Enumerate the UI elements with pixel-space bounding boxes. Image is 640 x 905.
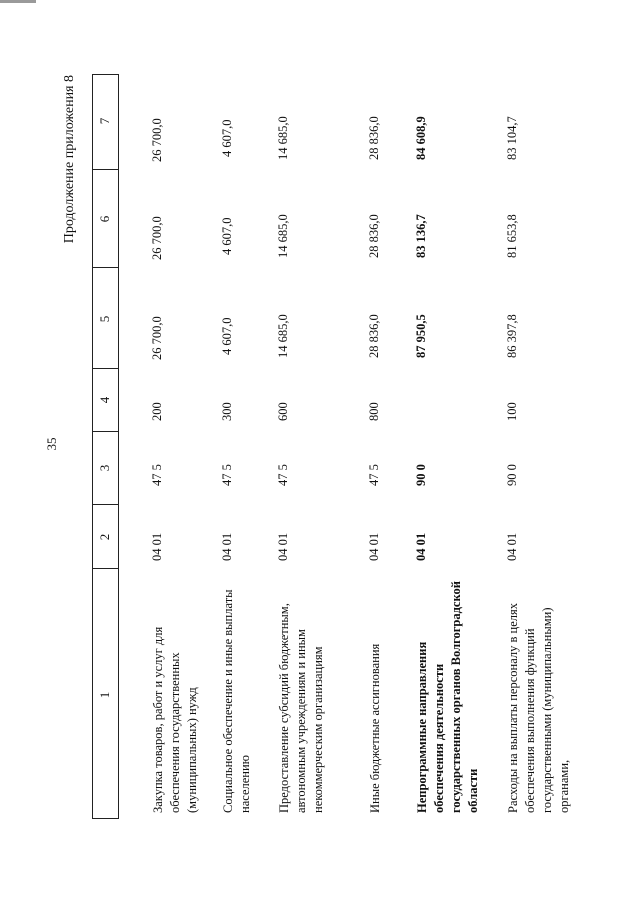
header-divider [92, 431, 118, 432]
continuation-label: Продолжение приложения 8 [62, 75, 77, 244]
row-target-code: 90 0 [505, 464, 519, 486]
row-target-code: 47 5 [276, 464, 290, 486]
row-target-code: 47 5 [150, 464, 164, 486]
row-amount-col6: 14 685,0 [276, 214, 290, 258]
column-header-6: 6 [97, 215, 112, 223]
row-amount-col6: 26 700,0 [150, 216, 164, 260]
row-amount-col7: 84 608,9 [414, 116, 428, 160]
row-amount-col5: 4 607,0 [220, 317, 234, 355]
row-amount-col5: 28 836,0 [367, 314, 381, 358]
row-name: Закупка товаров, работ и услуг для обеспечения государственных (муниципальных) нужд [151, 626, 199, 813]
row-amount-col5: 26 700,0 [150, 316, 164, 360]
row-target-code: 47 5 [220, 464, 234, 486]
row-amount-col5: 87 950,5 [414, 314, 428, 358]
column-header-5: 5 [97, 315, 112, 323]
table-top-border [92, 74, 93, 819]
header-divider [92, 74, 118, 75]
row-name: Расходы на выплаты персоналу в целях обеспечения выполнения функций государственными (муниципальными) органами, [506, 603, 571, 813]
column-header-2: 2 [97, 533, 112, 541]
row-amount-col5: 14 685,0 [276, 314, 290, 358]
row-target-code: 47 5 [367, 464, 381, 486]
column-header-7: 7 [97, 117, 112, 125]
row-name: Иные бюджетные ассигнования [368, 643, 382, 813]
row-name: Непрограммные направления обеспечения деятельности государственных органов Волгоградской области [415, 581, 480, 813]
header-divider [92, 267, 118, 268]
row-expense-type: 600 [276, 402, 290, 421]
row-section-code: 04 01 [414, 532, 428, 561]
row-section-code: 04 01 [150, 532, 164, 561]
row-amount-col6: 83 136,7 [414, 214, 428, 258]
row-expense-type: 300 [220, 402, 234, 421]
row-amount-col6: 28 836,0 [367, 214, 381, 258]
header-divider [92, 368, 118, 369]
row-name: Социальное обеспечение и иные выплаты населению [221, 589, 252, 813]
row-target-code: 90 0 [414, 464, 428, 486]
row-amount-col7: 4 607,0 [220, 119, 234, 157]
row-section-code: 04 01 [367, 532, 381, 561]
header-divider [92, 504, 118, 505]
row-expense-type: 100 [505, 402, 519, 421]
row-amount-col7: 26 700,0 [150, 118, 164, 162]
page-number: 35 [44, 437, 59, 451]
row-section-code: 04 01 [505, 532, 519, 561]
row-expense-type: 200 [150, 402, 164, 421]
row-amount-col6: 81 653,8 [505, 214, 519, 258]
column-header-4: 4 [97, 396, 112, 404]
row-section-code: 04 01 [276, 532, 290, 561]
row-expense-type: 800 [367, 402, 381, 421]
row-amount-col7: 28 836,0 [367, 116, 381, 160]
column-header-1: 1 [97, 691, 112, 699]
header-divider [92, 568, 118, 569]
row-name: Предоставление субсидий бюджетным, автономным учреждениям и иным некоммерческим организациям [277, 603, 325, 813]
row-amount-col7: 83 104,7 [505, 116, 519, 160]
row-amount-col5: 86 397,8 [505, 314, 519, 358]
row-amount-col6: 4 607,0 [220, 217, 234, 255]
column-header-3: 3 [97, 464, 112, 472]
row-amount-col7: 14 685,0 [276, 116, 290, 160]
header-bottom-border [118, 74, 119, 819]
header-divider [92, 169, 118, 170]
header-divider [92, 818, 118, 819]
row-section-code: 04 01 [220, 532, 234, 561]
